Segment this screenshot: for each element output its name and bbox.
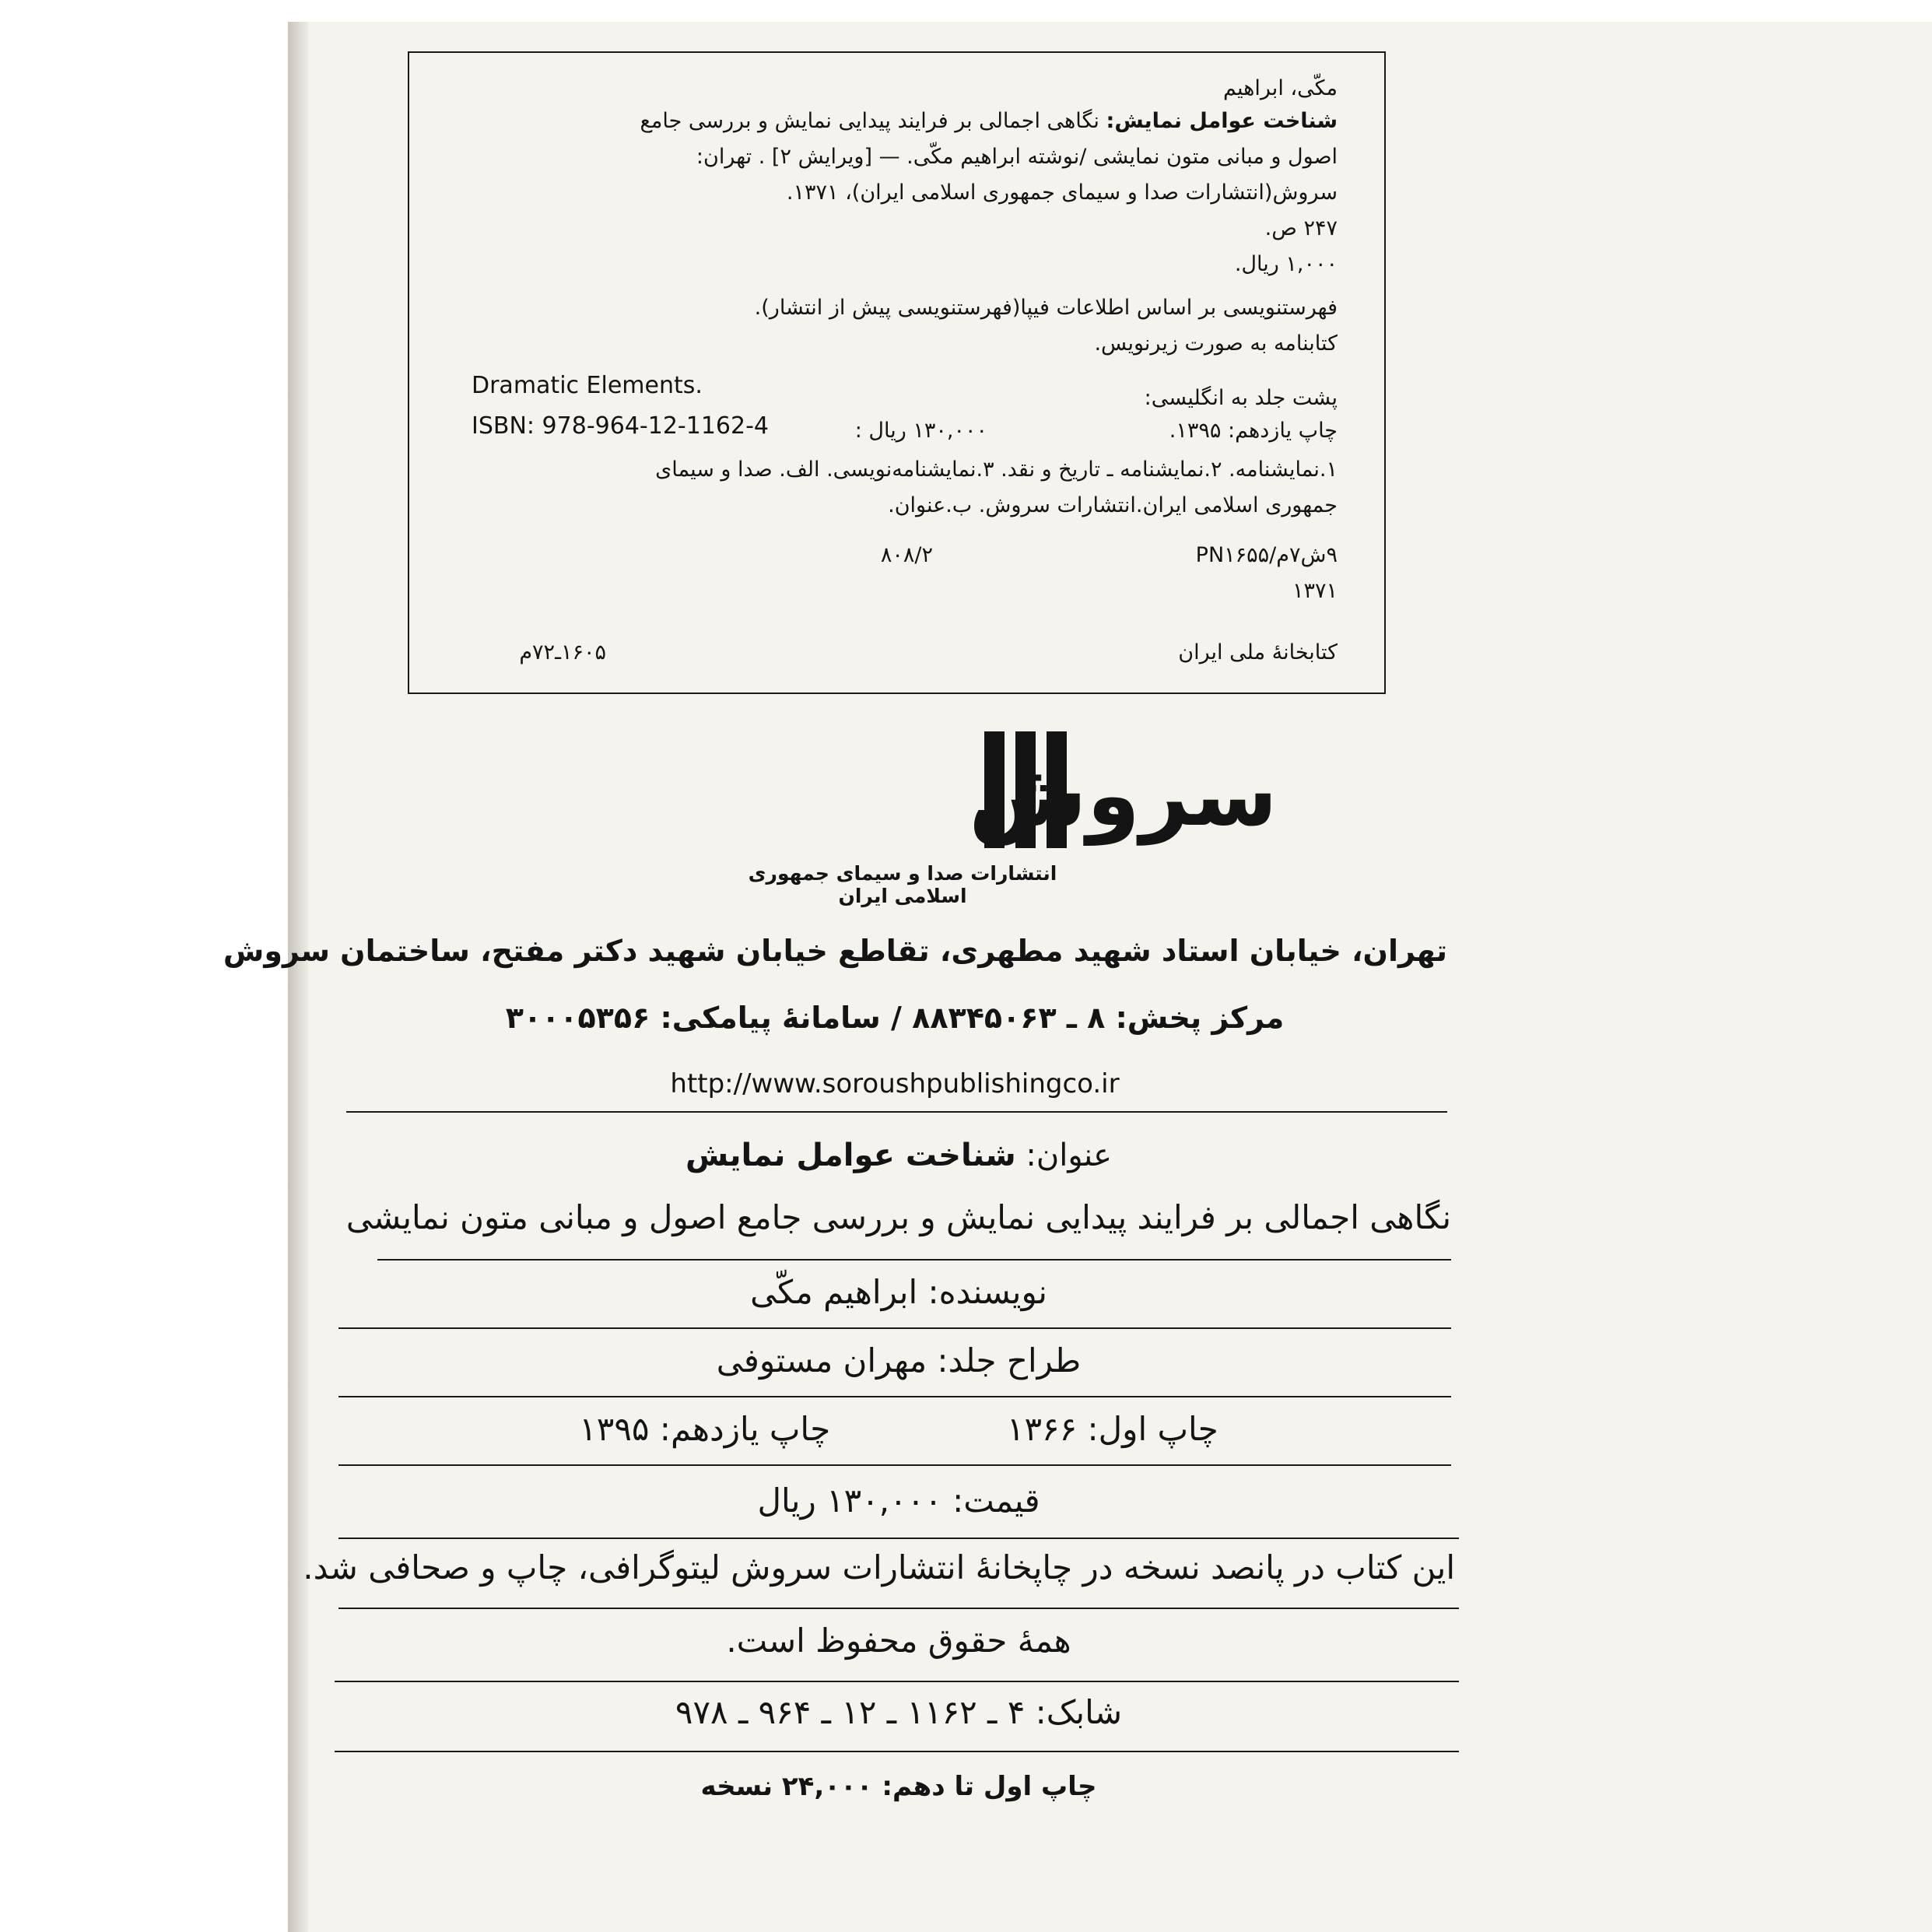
- colophon-eleventh-print: چاپ یازدهم: ۱۳۹۵: [579, 1410, 831, 1448]
- catalog-card: [408, 51, 1386, 694]
- colophon-rights: همهٔ حقوق محفوظ است.: [726, 1622, 1071, 1660]
- colophon-subtitle: نگاهی اجمالی بر فرایند پیدایی نمایش و بررسی جامع اصول و مبانی متون نمایشی: [345, 1198, 1452, 1236]
- card-call-number: ۹ش۷م/PN۱۶۵۵: [1195, 543, 1338, 567]
- publisher-distribution: مرکز پخش: ۸ ـ ۸۸۳۴۵۰۶۳ / سامانهٔ پیامکی: ۳۰۰۰۵۳۵۶: [505, 1001, 1285, 1035]
- colophon-total-copies: چاپ اول تا دهم: ۲۴,۰۰۰ نسخه: [700, 1771, 1097, 1802]
- card-subjects-1: ۱.نمایشنامه. ۲.نمایشنامه ـ تاریخ و نقد. ۳.نمایشنامه‌نویسی. الف. صدا و سیمای: [655, 458, 1338, 482]
- card-call-year: ۱۳۷۱: [1292, 579, 1338, 603]
- card-title-bold: شناخت عوامل نمایش:: [1106, 109, 1338, 133]
- card-english-title-label: پشت جلد به انگلیسی:: [1144, 386, 1338, 410]
- divider: [338, 1396, 1451, 1397]
- card-edition-line: چاپ یازدهم: ۱۳۹۵.: [1169, 419, 1338, 443]
- divider: [338, 1608, 1459, 1609]
- divider: [338, 1538, 1459, 1539]
- colophon-cover-designer: طراح جلد: مهران مستوفی: [716, 1341, 1082, 1380]
- colophon-title-value: شناخت عوامل نمایش: [685, 1138, 1016, 1173]
- colophon-title-label: عنوان:: [1026, 1138, 1112, 1173]
- colophon-isbn: شابک: ۴ ـ ۱۱۶۲ ـ ۱۲ ـ ۹۶۴ ـ ۹۷۸: [675, 1693, 1123, 1731]
- soroush-logo: [720, 724, 1278, 856]
- publisher-address: تهران، خیابان استاد شهید مطهری، تقاطع خیابان شهید دکتر مفتح، ساختمان سروش: [223, 934, 1447, 968]
- divider: [377, 1259, 1451, 1261]
- card-fipa: فهرستنویسی بر اساس اطلاعات فیپا(فهرستنویسی پیش از انتشار).: [754, 296, 1338, 320]
- card-author: مکّی، ابراهیم: [1223, 76, 1338, 100]
- colophon-print-dates: [342, 1410, 1455, 1448]
- card-title-line: [640, 109, 1338, 133]
- card-line-3: اصول و مبانی متون نمایشی /نوشته ابراهیم مکّی. — [ویرایش ۲] . تهران:: [696, 145, 1338, 169]
- logo-wordmark: سروش: [969, 745, 1278, 845]
- colophon-first-print: چاپ اول: ۱۳۶۶: [1006, 1410, 1218, 1448]
- page-edge-shadow: [288, 22, 308, 1932]
- card-price-old: ۱,۰۰۰ ریال.: [1234, 252, 1338, 276]
- card-line-4: سروش(انتشارات صدا و سیمای جمهوری اسلامی ایران)، ۱۳۷۱.: [786, 181, 1338, 205]
- divider: [338, 1464, 1451, 1466]
- card-english-title: Dramatic Elements.: [472, 372, 703, 399]
- divider: [335, 1681, 1459, 1682]
- publisher-url: http://www.soroushpublishingco.ir: [670, 1068, 1120, 1099]
- divider: [346, 1111, 1447, 1113]
- card-bibliography: کتابنامه به صورت زیرنویس.: [1094, 331, 1338, 356]
- card-price-line: ۱۳۰,۰۰۰ ریال :: [854, 419, 987, 443]
- logo-subtitle: انتشارات صدا و سیمای جمهوری اسلامی ایران: [748, 862, 1057, 907]
- colophon-author: نویسنده: ابراهیم مکّی: [750, 1273, 1047, 1311]
- divider: [338, 1327, 1451, 1329]
- card-subjects-2: جمهوری اسلامی ایران.انتشارات سروش. ب.عنوان.: [888, 493, 1338, 517]
- divider: [335, 1751, 1459, 1752]
- colophon-title: [342, 1138, 1455, 1173]
- card-title-rest: نگاهی اجمالی بر فرایند پیدایی نمایش و بررسی جامع: [640, 109, 1099, 133]
- card-isbn: ISBN: 978-964-12-1162-4: [472, 412, 769, 440]
- card-pages: ۲۴۷ ص.: [1264, 216, 1338, 240]
- card-dewey: ۸۰۸/۲: [880, 543, 933, 567]
- card-record-no: ۱۶۰۵ـ۷۲م: [519, 640, 606, 664]
- colophon-price: قیمت: ۱۳۰,۰۰۰ ریال: [757, 1481, 1040, 1520]
- colophon-print-run: این کتاب در پانصد نسخه در چاپخانهٔ انتشارات سروش لیتوگرافی، چاپ و صحافی شد.: [303, 1548, 1455, 1587]
- card-library: کتابخانهٔ ملی ایران: [1178, 640, 1338, 664]
